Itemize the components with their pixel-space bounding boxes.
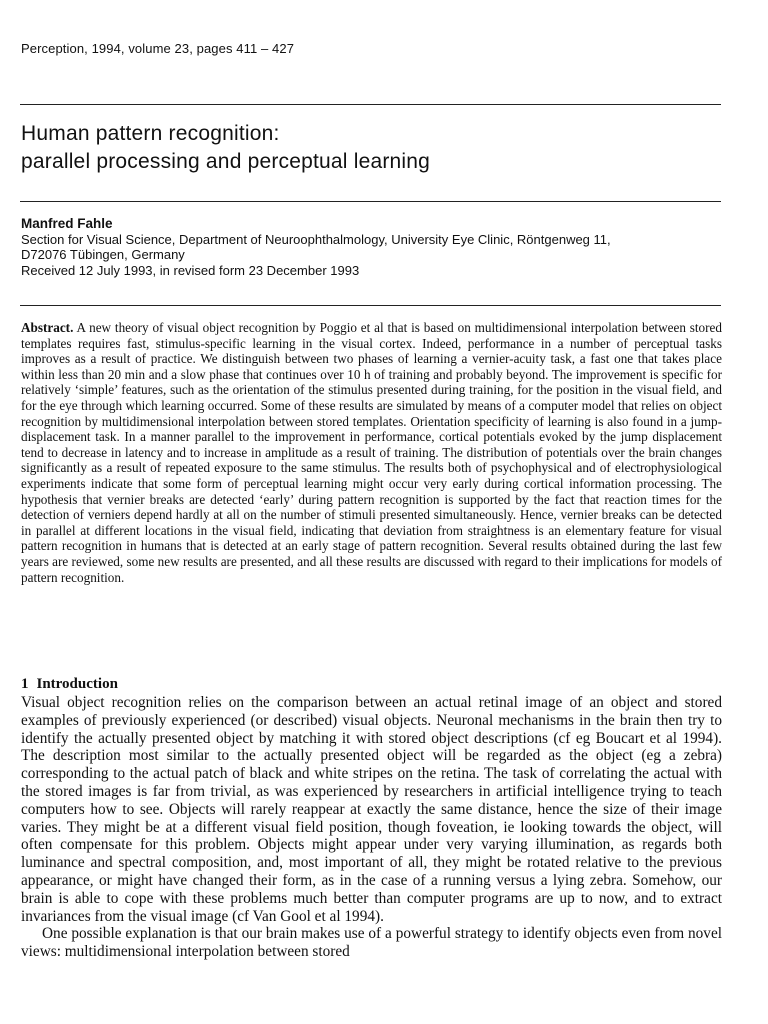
affiliation-line-1: Section for Visual Science, Department of Neuroophthalmology, University Eye Clinic, Röntgenweg 11, (21, 231, 611, 247)
title-divider (20, 201, 721, 202)
article-title (21, 120, 430, 176)
received-dates: Received 12 July 1993, in revised form 23 December 1993 (21, 262, 360, 278)
affiliation-line-2: D72076 Tübingen, Germany (21, 247, 185, 262)
journal-citation: Perception, 1994, volume 23, pages 411 – 427 (21, 41, 295, 56)
title-line-2: parallel processing and perceptual learning (21, 150, 431, 173)
abstract-label: Abstract. (21, 320, 74, 335)
author-name: Manfred Fahle (21, 216, 113, 231)
title-line-1: Human pattern recognition: (21, 122, 280, 145)
intro-paragraph-2: One possible explanation is that our brain makes use of a powerful strategy to identify objects even from novel views: multidimensional interpolation between stored (21, 925, 722, 961)
intro-paragraph-1: Visual object recognition relies on the comparison between an actual retinal image of an object and stored examples of previously experienced (or described) visual objects. Neuronal mechanisms in the brain then try to identify the actually presented object by matching it with stored object descriptions (cf eg Boucart et al 1994). The description most similar to the actually presented object will be regarded as the object (eg a zebra) corresponding to the actual patch of black and white stripes on the retina. The task of correlating the actual with the stored images is far from trivial, as was experienced by researchers in artificial intelligence trying to teach computers how to see. Objects will rarely reappear at exactly the same distance, hence the size of their image varies. They might be at a different visual field position, though foveation, ie looking towards the object, will often compensate for this problem. Objects might appear under very varying illumination, as regards both luminance and spectral composition, and, most important of all, they might be rotated relative to the previous appearance, or might have changed their form, as in the case of a running versus a lying zebra. Somehow, our brain is able to cope with these problems much better than computer programs are up to now, and to extract invariances from the visual image (cf Van Gool et al 1994). (21, 694, 722, 925)
section-number: 1 (21, 676, 29, 692)
abstract-text: A new theory of visual object recognition by Poggio et al that is based on multidimensional interpolation between stored templates requires fast, stimulus-specific learning in the visual cortex. Indeed, performance in a number of perceptual tasks improves as a result of practice. We distinguish between two phases of learning a vernier-acuity task, a fast one that takes place within less than 20 min and a slow phase that continues over 10 h of training and probably beyond. The improvement is specific for relatively ‘simple’ features, such as the orientation of the stimulus presented during training, for the position in the visual field, and for the eye through which learning occurred. Some of these results are simulated by means of a computer model that relies on object recognition by multidimensional interpolation between stored templates. Orientation specificity of learning is also found in a jump-displacement task. In a manner parallel to the improvement in performance, cortical potentials evoked by the jump displacement tend to decrease in latency and to increase in amplitude as a result of training. The distribution of potentials over the brain changes significantly as a result of repeated exposure to the same stimulus. The results both of psychophysical and of electrophysiological experiments indicate that some form of perceptual learning might occur very early during cortical information processing. The hypothesis that vernier breaks are detected ‘early’ during pattern recognition is supported by the fact that reaction times for the detection of verniers depend hardly at all on the number of stimuli presented simultaneously. Hence, vernier breaks can be detected in parallel at different locations in the visual field, indicating that deviation from straightness is an elementary feature for visual pattern recognition in humans that is detected at an early stage of pattern recognition. Several results obtained during the last few years are reviewed, some new results are presented, and all these results are discussed with regard to their implications for models of pattern recognition. (21, 320, 722, 585)
section-title: Introduction (36, 676, 118, 692)
introduction-section (21, 674, 722, 961)
abstract (21, 320, 722, 585)
author-block (21, 216, 611, 278)
author-divider (20, 305, 721, 306)
top-divider (20, 104, 721, 105)
section-heading (21, 674, 722, 694)
